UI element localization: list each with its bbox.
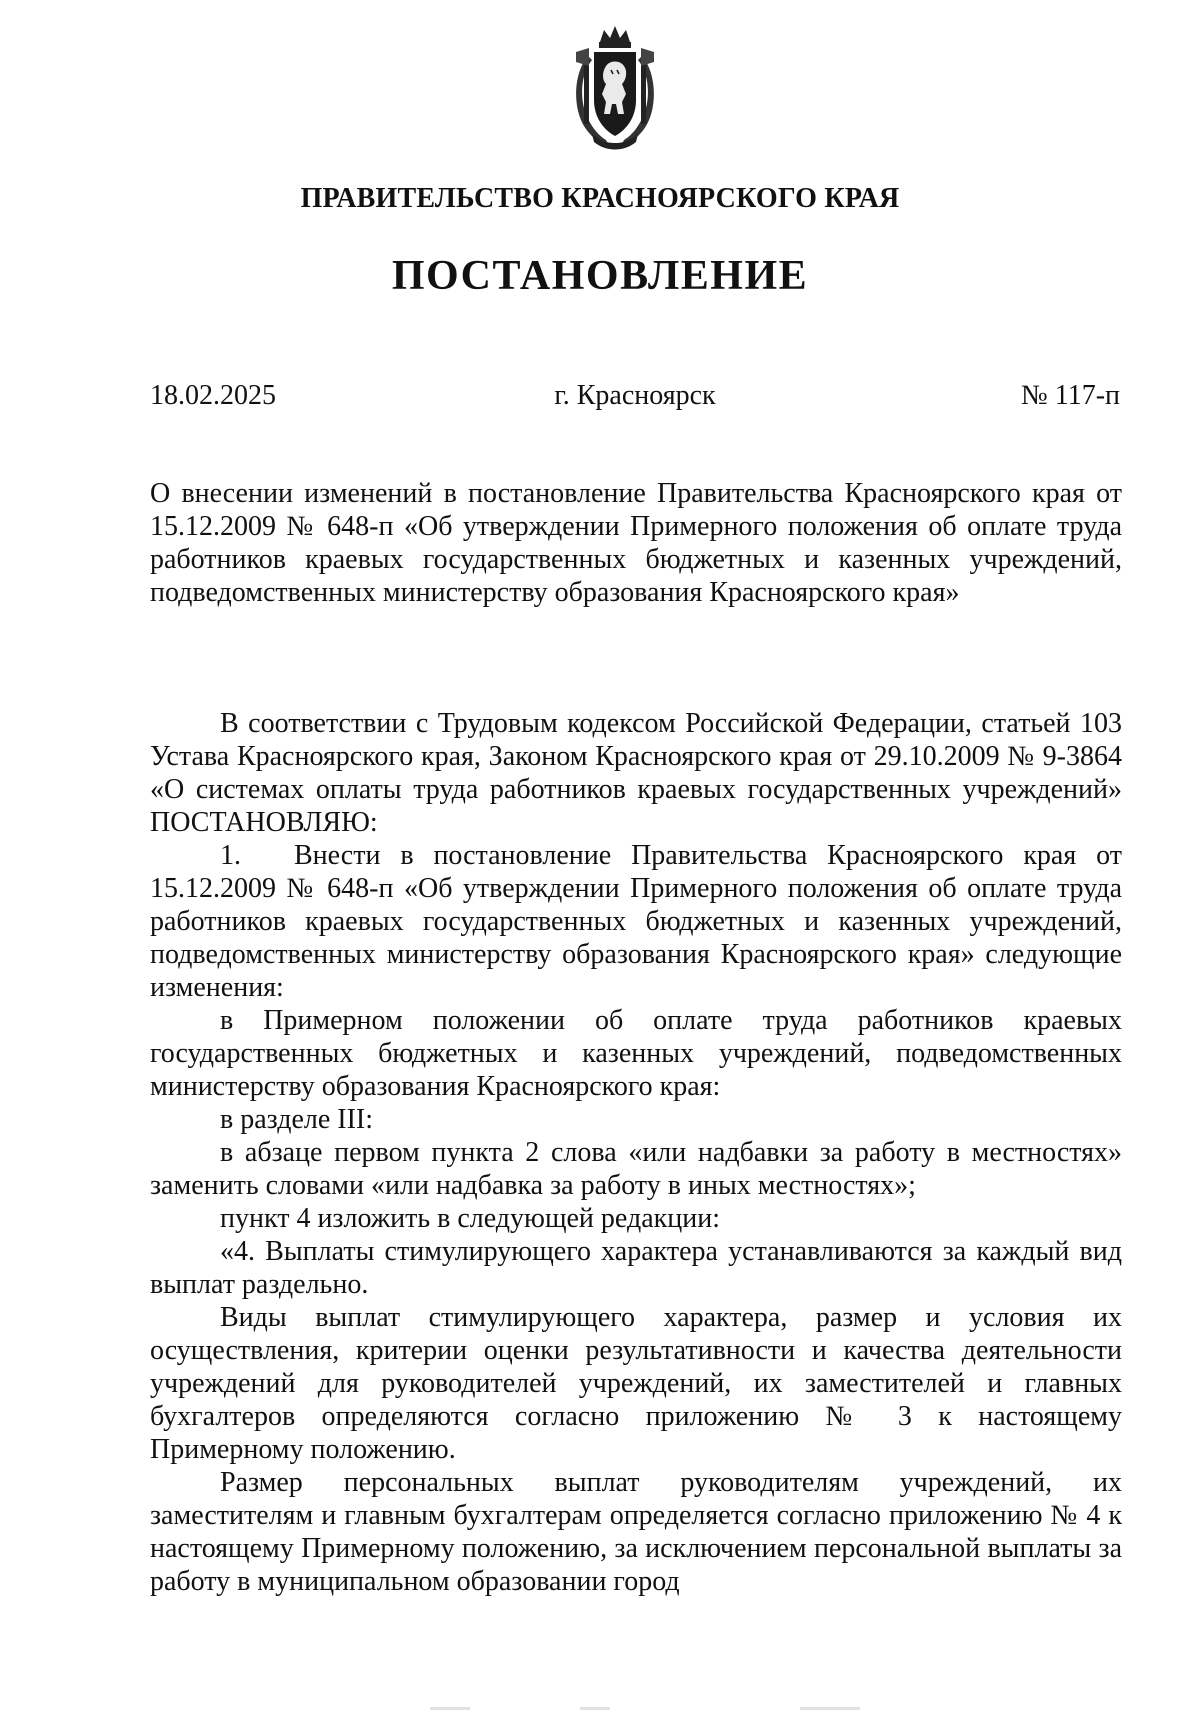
paragraph-preamble: В соответствии с Трудовым кодексом Российской Федерации, статьей 103 Устава Красноярского края, Законом Красноярского края от 29.10.2009 № 9-3864 «О системах оплаты труда работников краевых государственных учреждений» ПОСТАНОВЛЯЮ: <box>150 708 1122 838</box>
document-meta <box>150 380 1120 416</box>
government-name: ПРАВИТЕЛЬСТВО КРАСНОЯРСКОГО КРАЯ <box>300 183 900 214</box>
document-city: г. Красноярск <box>554 380 716 411</box>
item-number: 1. <box>220 840 241 871</box>
paragraph: в абзаце первом пункта 2 слова «или надбавки за работу в местностях» заменить словами «или надбавка за работу в иных местностях»; <box>150 1137 1122 1201</box>
paragraph: в разделе III: <box>220 1104 374 1135</box>
paragraph: Размер персональных выплат руководителям учреждений, их заместителям и главным бухгалтерам определяется согласно приложению № 4 к настоящему Примерному положению, за исключением персональной выплаты за работу в муниципальном образовании город <box>150 1467 1122 1597</box>
paragraph-item-1 <box>150 839 1122 1004</box>
paragraph: «4. Выплаты стимулирующего характера устанавливаются за каждый вид выплат раздельно. <box>150 1236 1122 1300</box>
document-subject: О внесении изменений в постановление Правительства Красноярского края от 15.12.2009 № 648-п «Об утверждении Примерного положения об оплате труда работников краевых государственных бюджетных и казенных учреждений, подведомственных министерству образования Красноярского края» <box>150 478 1122 608</box>
document-type-title: ПОСТАНОВЛЕНИЕ <box>391 253 809 299</box>
item-text: Внести в постановление Правительства Красноярского края от 15.12.2009 № 648-п «Об утверждении Примерного положения об оплате труда работников краевых государственных бюджетных и казенных учреждений, подведомственных министерству образования Красноярского края» следующие изменения: <box>150 840 1122 1003</box>
coat-of-arms-icon <box>566 22 664 154</box>
paragraph: пункт 4 изложить в следующей редакции: <box>220 1203 720 1234</box>
document-body <box>150 707 1122 1598</box>
document-date: 18.02.2025 <box>150 380 276 411</box>
scan-artifact <box>430 1706 930 1712</box>
paragraph: в Примерном положении об оплате труда работников краевых государственных бюджетных и казенных учреждений, подведомственных министерству образования Красноярского края: <box>150 1005 1122 1102</box>
document-number: № 117-п <box>1021 380 1120 411</box>
paragraph: Виды выплат стимулирующего характера, размер и условия их осуществления, критерии оценки результативности и качества деятельности учреждений для руководителей учреждений, их заместителей и главных бухгалтеров определяются согласно приложению № 3 к настоящему Примерному положению. <box>150 1302 1122 1465</box>
